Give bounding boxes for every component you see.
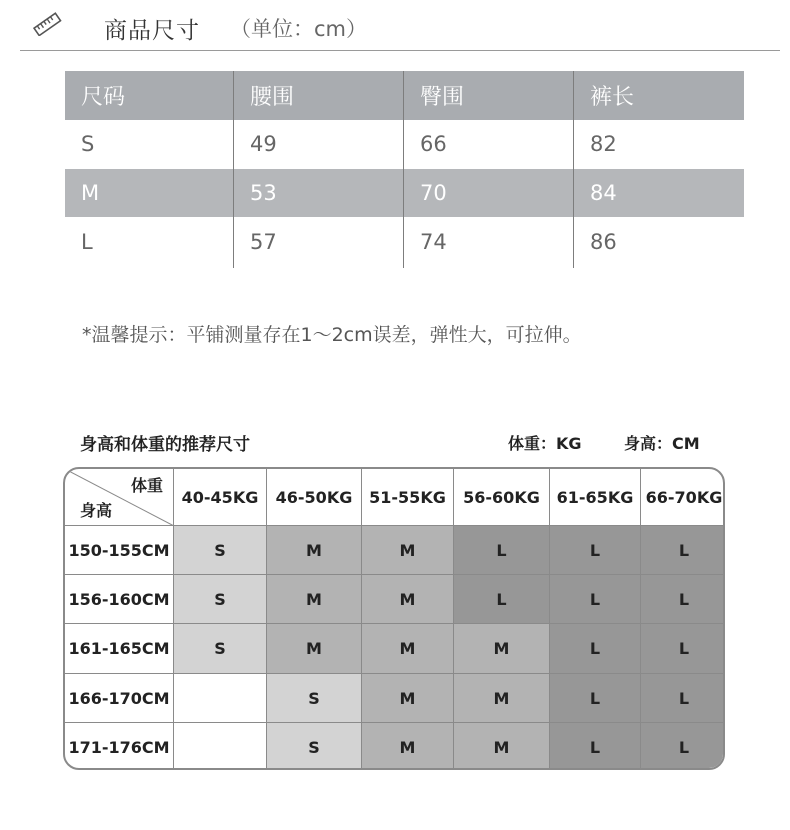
measurement-note: *温馨提示：平铺测量存在1～2cm误差，弹性大，可拉伸。 <box>82 324 582 346</box>
ruler-icon <box>32 12 62 36</box>
table-row <box>65 218 744 266</box>
size-recommend-cell: S <box>267 674 362 723</box>
grid-corner <box>65 469 174 526</box>
size-recommend-cell: M <box>362 723 454 770</box>
size-recommend-cell: S <box>267 723 362 770</box>
size-recommend-cell: L <box>641 723 725 770</box>
table-row <box>65 169 744 217</box>
size-table-header-row <box>65 71 744 120</box>
height-row-label: 150-155CM <box>65 526 174 575</box>
size-recommend-cell: M <box>454 723 550 770</box>
size-recommend-cell <box>174 674 267 723</box>
table-cell: 49 <box>250 132 277 156</box>
size-recommend-cell: M <box>362 526 454 575</box>
table-cell: 57 <box>250 230 277 254</box>
column-divider <box>233 71 234 268</box>
size-recommend-cell: M <box>267 575 362 624</box>
size-table-header-cell: 裤长 <box>590 85 635 110</box>
table-cell: 86 <box>590 230 617 254</box>
height-row-label: 166-170CM <box>65 674 174 723</box>
size-recommend-cell: S <box>174 575 267 624</box>
weight-column-header: 51-55KG <box>362 469 454 526</box>
size-recommend-cell: M <box>362 575 454 624</box>
weight-column-header: 40-45KG <box>174 469 267 526</box>
table-cell: 74 <box>420 230 447 254</box>
size-recommend-cell: S <box>174 526 267 575</box>
table-cell: 66 <box>420 132 447 156</box>
table-cell: 70 <box>420 181 447 205</box>
page-title: 商品尺寸 <box>104 18 200 44</box>
weight-legend: 体重：KG <box>508 434 582 453</box>
size-table-header-cell: 尺码 <box>81 85 126 110</box>
size-recommend-cell: M <box>267 624 362 674</box>
recommend-title: 身高和体重的推荐尺寸 <box>80 435 250 455</box>
size-recommend-cell: M <box>267 526 362 575</box>
corner-height-label: 身高 <box>80 501 113 520</box>
table-cell: M <box>81 181 100 205</box>
height-row-label: 171-176CM <box>65 723 174 770</box>
size-table-header-cell: 腰围 <box>250 85 295 110</box>
height-row-label: 156-160CM <box>65 575 174 624</box>
corner-weight-label: 体重 <box>130 476 163 495</box>
size-recommend-cell: M <box>454 624 550 674</box>
height-legend: 身高：CM <box>624 434 700 453</box>
table-cell: 82 <box>590 132 617 156</box>
size-recommend-cell: L <box>641 575 725 624</box>
size-recommend-cell: M <box>362 624 454 674</box>
table-cell: S <box>81 132 95 156</box>
size-recommend-cell: L <box>641 624 725 674</box>
size-table <box>65 71 744 268</box>
recommend-grid <box>63 467 725 770</box>
size-recommend-cell: L <box>550 723 641 770</box>
size-recommend-cell: M <box>362 674 454 723</box>
table-row <box>65 120 744 168</box>
table-cell: L <box>81 230 93 254</box>
size-recommend-cell: L <box>550 624 641 674</box>
section-header <box>20 0 780 51</box>
size-recommend-cell: L <box>550 575 641 624</box>
weight-column-header: 56-60KG <box>454 469 550 526</box>
weight-column-header: 46-50KG <box>267 469 362 526</box>
weight-column-header: 61-65KG <box>550 469 641 526</box>
unit-label: （单位：cm） <box>230 17 368 41</box>
size-recommend-cell: L <box>641 674 725 723</box>
table-cell: 84 <box>590 181 617 205</box>
weight-column-header: 66-70KG <box>641 469 725 526</box>
size-recommend-cell: L <box>550 674 641 723</box>
size-recommend-cell: L <box>550 526 641 575</box>
size-recommend-cell: L <box>454 575 550 624</box>
table-cell: 53 <box>250 181 277 205</box>
size-table-header-cell: 臀围 <box>420 85 465 110</box>
size-recommend-cell: M <box>454 674 550 723</box>
column-divider <box>573 71 574 268</box>
column-divider <box>403 71 404 268</box>
size-recommend-cell: L <box>454 526 550 575</box>
size-recommend-cell: S <box>174 624 267 674</box>
height-row-label: 161-165CM <box>65 624 174 674</box>
size-recommend-cell: L <box>641 526 725 575</box>
size-recommend-cell <box>174 723 267 770</box>
